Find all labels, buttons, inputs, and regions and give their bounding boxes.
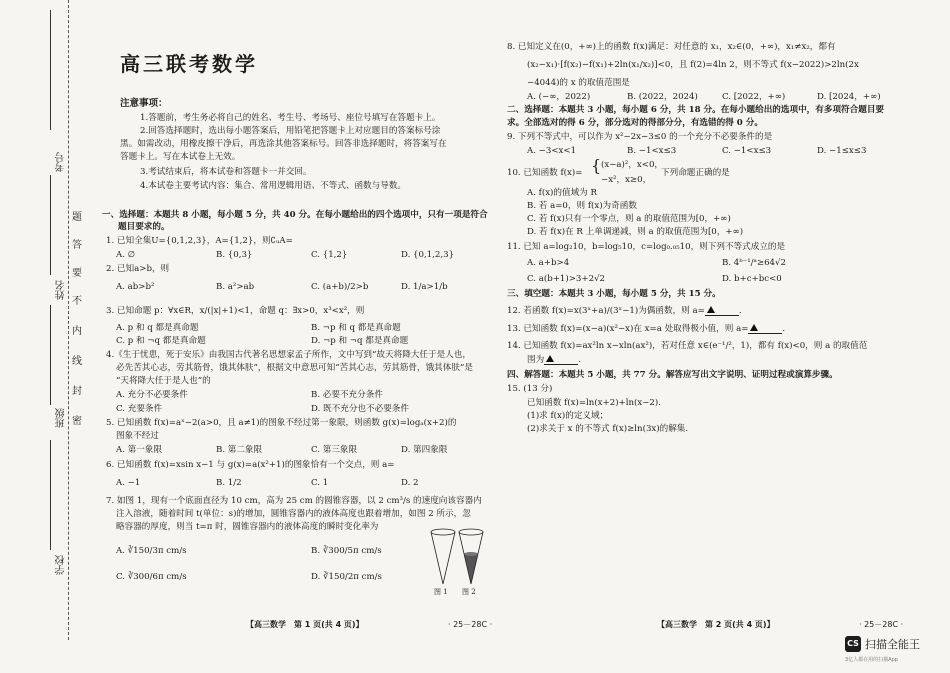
left-column bbox=[96, 0, 494, 673]
note-line: 黑。如需改动，用橡皮擦干净后，再选涂其他答案标号。回答非选择题时，将答案写在 bbox=[120, 139, 447, 149]
q9-option-a[interactable]: A. −3<x<1 bbox=[527, 146, 577, 156]
seal-char: 线 bbox=[72, 356, 82, 367]
q14-end: . bbox=[578, 355, 581, 365]
section2-heading: 二、选择题：本题共 3 小题，每小题 6 分，共 18 分。在每小题给出的选项中，有多项符合题目要 bbox=[507, 105, 885, 115]
seal-char: 封 bbox=[72, 386, 82, 397]
q13-answer-blank[interactable] bbox=[748, 324, 782, 334]
right-column bbox=[507, 0, 917, 673]
q11-option-a[interactable]: A. a+b>4 bbox=[527, 258, 570, 268]
q14-text: 围为 bbox=[527, 355, 545, 365]
q4-stem: 4.《生于忧患，死于安乐》由我国古代著名思想家孟子所作，文中写到“故天将降大任于是人也， bbox=[106, 350, 471, 360]
q10-option-d[interactable]: D. 若 f(x)在 R 上单调递减，则 a 的取值范围为[0，+∞) bbox=[527, 227, 744, 237]
q10-piece-1: (x−a)²，x<0， bbox=[601, 160, 664, 170]
q3-stem: 3. 已知命题 p：∀x∈R，x/(|x|+1)<1，命题 q：∃x>0，x³<x²，则 bbox=[106, 306, 365, 316]
q10-option-a[interactable]: A. f(x)的值域为 R bbox=[527, 188, 597, 198]
seal-char: 密 bbox=[72, 416, 82, 427]
q3-option-b[interactable]: B. ¬p 和 q 都是真命题 bbox=[311, 323, 401, 333]
page-footer-right: 【高三数学 第 2 页(共 4 页)】 bbox=[657, 620, 775, 629]
seal-char: 答 bbox=[72, 240, 82, 251]
q11-option-d[interactable]: D. b+c+bc<0 bbox=[722, 274, 782, 284]
section1-heading-cont: 题目要求的。 bbox=[118, 222, 170, 232]
q6-stem: 6. 已知函数 f(x)=xsin x−1 与 g(x)=a(x²+1)的图象恰有一个交点，则 a= bbox=[106, 460, 395, 470]
school-label: 学校 bbox=[56, 555, 67, 575]
q5-stem-cont: 图象不经过 bbox=[116, 431, 159, 441]
q10-option-c[interactable]: C. 若 f(x)只有一个零点，则 a 的取值范围为[0，+∞) bbox=[527, 214, 731, 224]
page-footer-left: 【高三数学 第 1 页(共 4 页)】 bbox=[246, 620, 364, 629]
q9-option-d[interactable]: D. −1≤x≤3 bbox=[817, 146, 867, 156]
section2-heading-cont: 求。全部选对的得 6 分，部分选对的得部分分，有选错的得 0 分。 bbox=[507, 118, 763, 128]
class-label: 班级 bbox=[56, 408, 67, 428]
section1-heading: 一、选择题：本题共 8 小题，每小题 5 分，共 40 分。在每小题给出的四个选项中，只有一项是符合 bbox=[102, 210, 488, 220]
q7-option-a[interactable]: A. ∛150/3π cm/s bbox=[116, 546, 187, 556]
q15-head: 15. (13 分) bbox=[507, 384, 553, 394]
note-line: 答题卡上。写在本试卷上无效。 bbox=[120, 152, 241, 162]
q13-stem bbox=[507, 324, 785, 335]
q9-stem: 9. 下列不等式中，可以作为 x²−2x−3≤0 的一个充分不必要条件的是 bbox=[507, 132, 773, 142]
blank-marker-icon bbox=[750, 324, 758, 331]
seal-char: 不 bbox=[72, 296, 82, 307]
q4-option-c[interactable]: C. 充要条件 bbox=[116, 404, 163, 414]
q8-option-c[interactable]: C. [2022，+∞) bbox=[722, 92, 786, 102]
q3-option-c[interactable]: C. p 和 ¬q 都是真命题 bbox=[116, 336, 206, 346]
note-line: 2.回答选择题时，选出每小题答案后，用铅笔把答题卡上对应题目的答案标号涂 bbox=[140, 126, 441, 136]
q10-stem: 10. 已知函数 f(x)= bbox=[507, 168, 583, 178]
q5-option-a[interactable]: A. 第一象限 bbox=[116, 445, 163, 455]
q8-option-d[interactable]: D. [2024，+∞) bbox=[817, 92, 881, 102]
q10-brace: { bbox=[591, 156, 602, 175]
q8-stem: 8. 已知定义在(0，+∞)上的函数 f(x)满足：对任意的 x₁，x₂∈(0，+∞)，x₁≠x₂，都有 bbox=[507, 42, 836, 52]
section4-heading: 四、解答题：本题共 5 小题，共 77 分。解答应写出文字说明、证明过程或演算步骤。 bbox=[507, 370, 838, 380]
q10-piece-2: −x²，x≥0， bbox=[601, 175, 652, 185]
q8-stem-cont: (x₂−x₁)·[f(x₂)−f(x₁)+2ln(x₁/x₂)]<0，且 f(2)=4ln 2，则不等式 f(x−2022)>2ln(2x bbox=[527, 60, 859, 70]
q7-stem-cont: 注入溶液，随着时间 t(单位：s)的增加，圆锥容器内的液体高度也跟着增加，如图 2 所示，忽 bbox=[116, 509, 471, 519]
q1-option-c[interactable]: C. {1,2} bbox=[311, 250, 348, 260]
q12-end: . bbox=[738, 306, 742, 316]
name-label: 姓名 bbox=[56, 280, 67, 300]
binding-margin bbox=[0, 0, 92, 673]
q11-stem: 11. 已知 a=log₂10，b=log₅10，c=log₀.₀₅10，则下列不等式成立的是 bbox=[507, 242, 786, 252]
q8-stem-cont: −4044)的 x 的取值范围是 bbox=[527, 78, 630, 88]
q14-answer-blank[interactable] bbox=[544, 355, 578, 365]
q8-option-b[interactable]: B. (2022，2024) bbox=[627, 92, 698, 102]
exam-no-line bbox=[50, 10, 51, 130]
q11-option-c[interactable]: C. a(b+1)>3+2√2 bbox=[527, 274, 606, 284]
q9-option-c[interactable]: C. −1<x≤3 bbox=[722, 146, 772, 156]
q7-stem-cont: 略容器的厚度，则当 t=π 时，圆锥容器内的液体高度的瞬时变化率为 bbox=[116, 522, 379, 532]
q5-option-b[interactable]: B. 第二象限 bbox=[216, 445, 263, 455]
q8-option-a[interactable]: A. (−∞，2022) bbox=[527, 92, 591, 102]
exam-title: 高三联考数学 bbox=[120, 52, 258, 76]
q10-stem-cont: 下列命题正确的是 bbox=[661, 168, 730, 178]
binding-cut-line bbox=[68, 0, 69, 640]
cone-figure-1 bbox=[430, 528, 456, 586]
section3-heading: 三、填空题：本题共 3 小题，每小题 5 分，共 15 分。 bbox=[507, 289, 721, 299]
exam-no-label: 考号 bbox=[56, 152, 67, 172]
note-line: 1.答题前，考生务必将自己的姓名、考生号、考场号、座位号填写在答题卡上。 bbox=[140, 113, 441, 123]
seal-char: 内 bbox=[72, 326, 82, 337]
q11-option-b[interactable]: B. 4ᵇ⁻¹/ᵃ≥64√2 bbox=[722, 258, 786, 268]
q6-option-c[interactable]: C. 1 bbox=[311, 478, 329, 488]
paper-code-left: · 25－28C · bbox=[448, 620, 493, 629]
q5-stem: 5. 已知函数 f(x)=aˣ−2(a>0，且 a≠1)的图象不经过第一象限，则函数 g(x)=logₐ(x+2)的 bbox=[106, 418, 457, 428]
q6-option-d[interactable]: D. 2 bbox=[401, 478, 419, 488]
q1-option-b[interactable]: B. {0,3} bbox=[216, 250, 253, 260]
q15-part-1: (1)求 f(x)的定义域； bbox=[527, 411, 609, 421]
seal-char: 题 bbox=[72, 212, 82, 223]
q7-stem: 7. 如图 1，现有一个底面直径为 10 cm，高为 25 cm 的圆锥容器，以 2 cm³/s 的速度向该容器内 bbox=[106, 496, 482, 506]
q2-option-c[interactable]: C. (a+b)/2>b bbox=[311, 282, 369, 292]
scanner-logo-icon: CS bbox=[845, 636, 861, 652]
q2-option-b[interactable]: B. a²>ab bbox=[216, 282, 255, 292]
q6-option-a[interactable]: A. −1 bbox=[116, 478, 141, 488]
q5-option-c[interactable]: C. 第三象限 bbox=[311, 445, 358, 455]
q4-stem-cont: “天将降大任于是人也”的 bbox=[116, 376, 211, 386]
q3-option-a[interactable]: A. p 和 q 都是真命题 bbox=[116, 323, 199, 333]
q1-stem: 1. 已知全集U={0,1,2,3}，A={1,2}，则∁ᵤA= bbox=[106, 236, 293, 246]
blank-marker-icon bbox=[546, 355, 554, 362]
q15-part-2: (2)求关于 x 的不等式 f(x)≥ln(3x)的解集. bbox=[527, 424, 689, 434]
paper-code-right: · 25－28C · bbox=[859, 620, 904, 629]
q13-end: . bbox=[782, 324, 786, 334]
note-line: 4.本试卷主要考试内容：集合、常用逻辑用语、不等式、函数与导数。 bbox=[140, 181, 407, 191]
figure-2-caption: 图 2 bbox=[462, 588, 476, 596]
school-line bbox=[50, 440, 51, 550]
q6-option-b[interactable]: B. 1/2 bbox=[216, 478, 242, 488]
q7-option-d[interactable]: D. ∛150/2π cm/s bbox=[311, 572, 382, 582]
class-line bbox=[50, 305, 51, 405]
q4-option-a[interactable]: A. 充分不必要条件 bbox=[116, 390, 188, 400]
q9-option-b[interactable]: B. −1<x≤3 bbox=[627, 146, 677, 156]
q10-option-b[interactable]: B. 若 a=0，则 f(x)为奇函数 bbox=[527, 201, 637, 211]
q1-option-d[interactable]: D. {0,1,2,3} bbox=[401, 250, 455, 260]
q12-text: 12. 若函数 f(x)=x(3ˣ+a)/(3ˣ−1)为偶函数，则 a= bbox=[507, 306, 705, 316]
q2-option-a[interactable]: A. ab>b² bbox=[116, 282, 155, 292]
q3-option-d[interactable]: D. ¬p 和 ¬q 都是真命题 bbox=[311, 336, 409, 346]
q13-text: 13. 已知函数 f(x)=(x−a)(x²−x)在 x=a 处取得极小值，则 a= bbox=[507, 324, 749, 334]
q14-stem: 14. 已知函数 f(x)=ax²ln x−xln(ax²)，若对任意 x∈(e⁻¹/²，1)，都有 f(x)<0，则 a 的取值范 bbox=[507, 341, 868, 351]
q4-stem-cont: 必先苦其心志，劳其筋骨，饿其体肤”，根据文中意思可知“苦其心志，劳其筋骨，饿其体肤”是 bbox=[116, 363, 473, 373]
q4-option-d[interactable]: D. 既不充分也不必要条件 bbox=[311, 404, 409, 414]
q5-option-d[interactable]: D. 第四象限 bbox=[401, 445, 448, 455]
q14-stem-cont bbox=[527, 355, 581, 366]
q7-option-b[interactable]: B. ∛300/5π cm/s bbox=[311, 546, 382, 556]
blank-marker-icon bbox=[707, 306, 715, 313]
q7-option-c[interactable]: C. ∛300/6π cm/s bbox=[116, 572, 187, 582]
q2-stem: 2. 已知a>b，则 bbox=[106, 264, 170, 274]
seal-char: 要 bbox=[72, 268, 82, 279]
name-line bbox=[50, 175, 51, 275]
cone-figure-2 bbox=[458, 528, 484, 586]
q15-line: 已知函数 f(x)=ln(x+2)+ln(x−2). bbox=[527, 398, 661, 408]
scanner-watermark bbox=[845, 634, 945, 670]
q1-option-a[interactable]: A. ∅ bbox=[116, 250, 136, 260]
scanner-tagline: 3亿人都在用的扫描App bbox=[845, 657, 898, 663]
q12-answer-blank[interactable] bbox=[705, 306, 739, 316]
note-line: 3.考试结束后，将本试卷和答题卡一并交回。 bbox=[140, 167, 312, 177]
figure-1-caption: 图 1 bbox=[434, 588, 448, 596]
notes-heading: 注意事项： bbox=[120, 98, 168, 109]
scanner-name: 扫描全能王 bbox=[865, 638, 920, 651]
q4-option-b[interactable]: B. 必要不充分条件 bbox=[311, 390, 383, 400]
q12-stem bbox=[507, 306, 742, 317]
q2-option-d[interactable]: D. 1/a>1/b bbox=[401, 282, 448, 292]
